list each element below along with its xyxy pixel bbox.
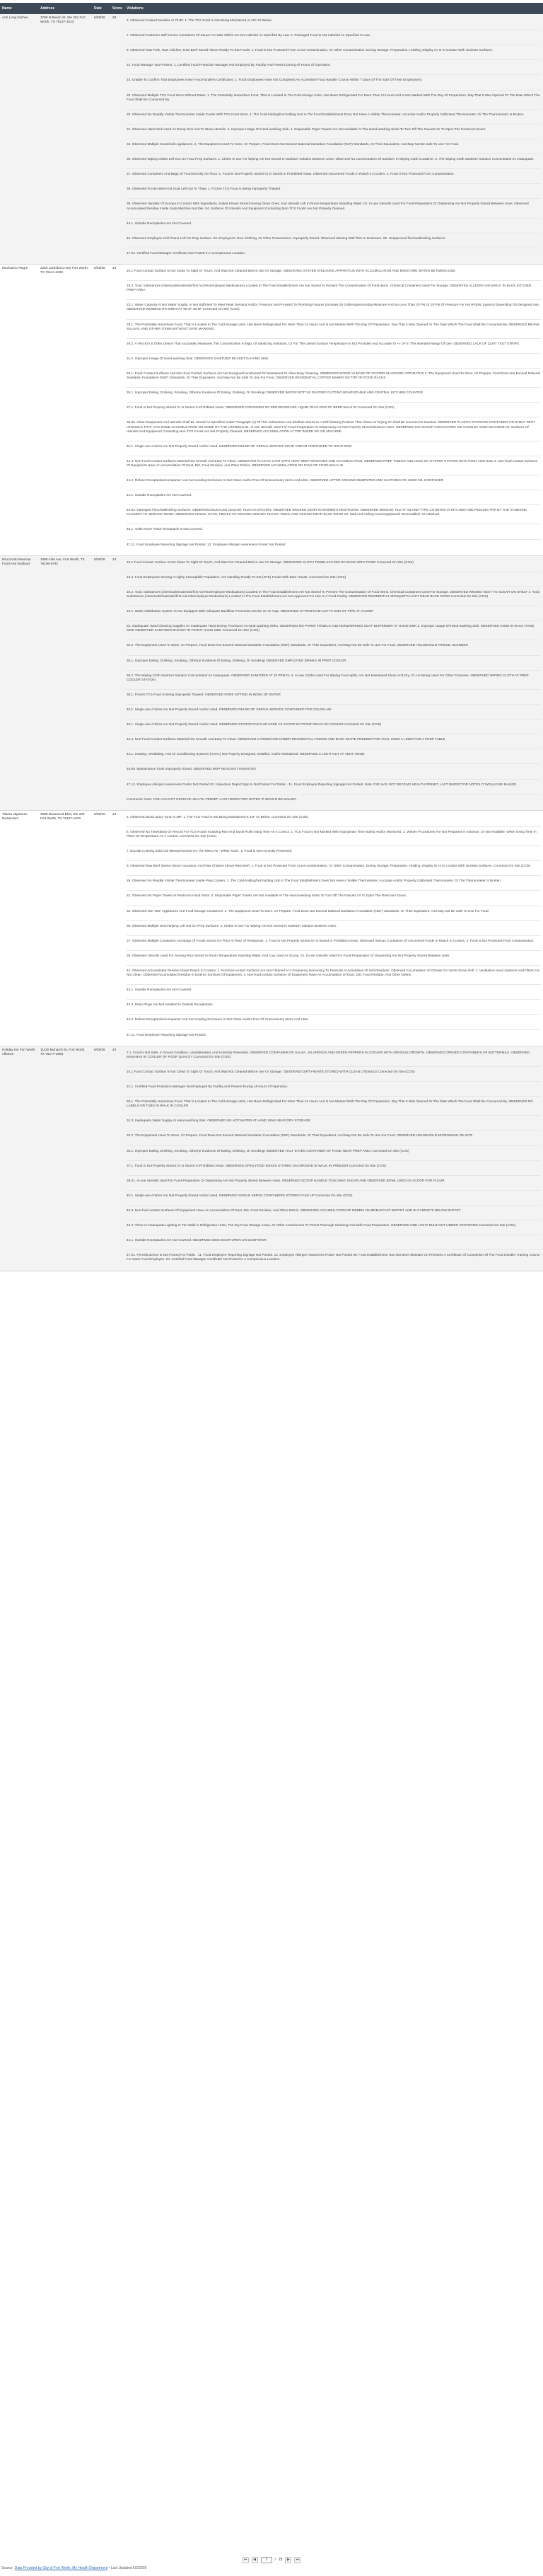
violation-item: 9. Observed Raw Pork, Raw Chicken, Raw Beef Stored Above Ready-To-Eat Foods. 1. Food Is Not Protected From Cross-contamination, Or Other Contamination, During Storage, Preparation, Holding, Display Or Is In Contact With Unclean Surfaces. (127, 45, 541, 60)
restaurant-address: 11120 Monarch St, Fort Worth, TX 76177-2660 (38, 1046, 92, 1271)
restaurant-name: Anh Long Kitchen (0, 14, 38, 264)
violation-item: 7. Escolar Is Being Sold And Misrepresented On The Menu As " White Tuna". 1. Food Is Not Honestly Presented. (127, 846, 541, 861)
violation-item: 44.3. Drain Plugs Are Not Installed In Outside Receptacles. (127, 1000, 541, 1015)
violation-item: 47.12. Employee Allergen Awareness Poster Not Posted 02. Inspection Report Sign Is Not Posted For Public . 11. Food Employee Reporting Signage Not Posted. Note: FSE HAS NOT RECEIVE HEALTH PERMIT. LAST INSPECTOR NOTES IT WOULD BE MAILED. (127, 780, 541, 795)
violation-item: 46.1. Toilet Room Trash Receptacle Is Not Covered. (127, 524, 541, 539)
violation-item: 42.3. Non-food-contact Surfaces Of Equipment Have An Accumulation Of Dust, Dirt, Food Residue, And Other Debris. OBSERVED ACCUMULATION OF DEBRIS ON BREAKFAST BUFFET AND IN CABINETS BELOW BUFFET (127, 1206, 541, 1220)
violation-item: 19.1. Water Distribution System Is Not Equipped With Adequate Backflow Prevention Device Or Air Gap. OBSERVED STYROFOAM CUP AT END OF PIPE AT 3-COMP (127, 606, 541, 621)
inspection-score: 28 (110, 14, 124, 264)
violation-item: 45.02. Damaged Floor/wall/ceiling Surfaces. OBSERVED BUCKLED CEILING TILES IN KITCHEN; OBSERVED BROKEN DOOR IN WOMEN'S RESTROOM; OBSERVED MISSING TILE AT ISLAND-TYPE COUNTER IN KITCHEN AND PEELING FRP BY THE HANDSINK CLOSEST TO SERVICE DOOR; OBSERVED HOLES, GAPS, PIECES OF MISSING CEILING TILE BY ANSUL AND CEILING NEAR BACK DOOR 04. Wall And Ceiling Coverings/panels Not Installed, Or Attached. (127, 505, 541, 524)
violation-item: 39. Observed Utensils Used For Serving Rice Stored In Room Temperature Standing Water, And Cup Used As Scoop. 01. In-use Utensils Used For Food-Preparation Or Dispensing Are Not Properly Stored Between Uses. (127, 951, 541, 966)
source-link[interactable]: Data Provided by City of Fort Worth, My Health Department (14, 2566, 108, 2570)
header-date[interactable]: Date (92, 3, 110, 14)
violation-item: 10.1 Food Contact Surface Is Not Clean To Sight Or Touch, And Was Not Cleaned Before Use Or Storage. OBSERVED CLOTH TOWELS IN ZIPLOC BAGS WITH FOOD Corrected On Site (COS) (127, 558, 541, 572)
inspection-date: 5/29/26 (92, 555, 110, 810)
inspection-score: 23 (110, 264, 124, 555)
violation-item: 36. Observed Multiple Used Wiping Left Out On Prep Surfaces. 1. Cloths In-use For Wiping Are Not Stored In Sanitizer Solution Between Uses. (127, 921, 541, 936)
violation-item: 40.1. Single-use Articles Are Not Properly Stored And/or Used. OBSERVED SINGLE SERVE CONTAINERS STORED FACE UP Corrected On Site (COS) (127, 1191, 541, 1206)
violation-item: 21.1. Certified Food Protection Manager Not Employed By Facility And Present During All Hours Of Operation. (127, 1082, 541, 1097)
violation-item: 42.4. Non-Food Contact Surfaces Material Not Smooth And Easy To Clean. OBSERVED PLASTIC CART WITH VERY DEEP GROOVES AND ACCUMULATION, OBSERVED PREP TABLES AND LEGS OF OYSTER STATION WITH RUST AND SOIL 2. Non-food-contact Surfaces Of Equipment Have An Accumulation Of Dust, Dirt, Food Residue, And Other Debris. OBSERVED ACCUMULATION ON FANS OF FOOD WALK IN (127, 456, 541, 475)
restaurant-address: 3406 Azle Ave, Fort Worth, TX 76106-6742 (38, 555, 92, 810)
violation-item: 35.1. Improper Eating, Drinking, Smoking, Other(or Evidence Of Eating, Drinking, Or Smoking) OBSERVED HALF EATEN CONTAINER OF FOOD NEAR PREP AREA Corrected On Site (COS) (127, 1146, 541, 1161)
restaurant-name: Rinconcito Mexican Food And Seafood (0, 555, 38, 810)
violation-item: 37.1. Food Is Not Properly Stored Or Is Stored In Prohibited Areas. OBSERVED CONTAINER OF RED BEVERAGE LIQUID ON FLOOR OF BEER WALK IN Corrected On Site (COS) (127, 403, 541, 417)
page-number-input[interactable]: 1 (261, 2557, 272, 2563)
inspections-table (0, 3, 543, 1271)
inspection-score: 24 (110, 555, 124, 810)
restaurant-address: 3088 Basswood Blvd, Ste 200 Fort Worth, TX 76137-1678 (38, 810, 92, 1046)
violation-item: 36.2. The Wiping Cloth Sanitizer Solution Concentration Is Inadequate. OBSERVED SANITIZER AT 10 PPM CL 4. In-use Cloths Used For Wiping Food-spills, Are Not Maintained Clean And Dry, Or Are Being Used For Other Purposes. OBSERVED WIPING CLOTH AT PREP COOLER STATION (127, 671, 541, 690)
violation-item: 47.04. Certified Food Manager Certificate Not Posted In A Conspicuous Location. (127, 250, 246, 255)
total-pages: 25 (278, 2557, 283, 2562)
first-page-icon[interactable]: ⏮ (243, 2557, 249, 2563)
violation-item: 31.3. Inadequate Water Supply At Hand-washing Sink. OBSERVED NO HOT WATER AT HAND SINK NEAR DRY STORAGE (127, 1116, 541, 1131)
last-updated: • Last Updated 6/2/2026 (108, 2566, 147, 2570)
table-row (0, 14, 543, 264)
violation-item: 28.1. The Potentially Hazardous Food, That Is Located In The Cold-storage Units, Has Been Refrigerated For More Than 24 Hours And Is Not Marked With The Day Of Preparation, Day That It Was Opened Or The Date Which The Food Shall Be Consumed By. OBSERVED BEANS, SALSAS, AND OTHER ITEMS WITHOUT DATE MARKING. (127, 320, 541, 339)
inspection-score: 24 (110, 810, 124, 1046)
violation-item: 32.2. The Equipment Used To Store, Or Prepare, Food Does Not Exceed National Sanitation Foundation (NSF) Standards, Or Their Equivalent, And May Not Be Safe To Use For Food. OBSERVED HOUSEHOLD MICROWAVE ON SITE (127, 1131, 541, 1145)
violation-item: 47.11. Food Employee Reporting Signage Not Posted. 12. Employee Allergen Awareness Poster Not Posted (127, 542, 286, 546)
next-page-icon[interactable]: ▶ (285, 2557, 291, 2563)
violation-item: 40.1. Single-use Articles Are Not Properly Stored And/or Used. OBSERVED STYROFOAM CUP USED AS SCOOP IN FRONT REACH IN COOLER Corrected On Site (COS) (127, 720, 541, 734)
violation-item: 47.01. Permit/License Is Not Posted For Public . 11. Food Employee Reporting Signage Not Posted. 12. Employee Allergen Awareness Poster Not Posted 08. Food Establishment Has Not Been Maintain On Premises A Certificate Of Completion Of The Food Handler Training Course For Each Food Employee. 04. Certified Food Manager Certificate Not Posted In A Conspicuous Location. (127, 1253, 540, 1261)
violations-cell (124, 555, 543, 810)
violation-item: 18.2. Toxic Substances (chemicals/materials/first Aid Kits/employee Medications) Located In The Food Establishment Are Not Stored To Prevent The Contamination Of Food Items. Chemical Containers Used For Storage. OBSERVED WINDEX NEXT TO SUGAR ON SHELF 3. Toxic Substances (chemicals/materials/first Aid Kits/employee Medications) Located In The Food Establishment Are Not Approved For Use In A Food Facility. OBSERVED RESIDENTIAL MOSQUITO LIGHT NEAR BACK DOOR Corrected On Site (COS) (127, 587, 541, 606)
violation-item: 18.2. Toxic Substances (chemicals/materials/first Aid Kits/employee Medications) Located In The Food Establishment Are Not Stored To Prevent The Contamination Of Food Items. Chemical Containers Used For Storage. OBSERVED ALLEGRA ON SHELF IN BACK KITCHEN PREP AREA. (127, 281, 541, 300)
violation-item: 47.11. Food Employee Reporting Signage Not Posted. (127, 1032, 206, 1036)
restaurant-name: Mochacho Alegre (0, 264, 38, 555)
pagination (0, 2555, 543, 2564)
violation-item: 44.1. Outside Receptacles Are Not Covered. (127, 219, 541, 233)
violations-cell (124, 810, 543, 1046)
violation-item: 32.1. Food Contact Surfaces And Non-food Contact Surfaces Are Not Designed/constructed Or Maintained To Allow Easy Cleaning. OBSERVED WOOD AS BASE OF OYSTER SHUCKING APPARATUS 2. The Equipment Used To Store, Or Prepare, Food Does Not Exceed National Sanitation Foundation (NSF) Standards, Or Their Equivalent, And May Not Be Safe To Use For Food. OBSERVED RESIDENTIAL COFFEE MAKER ON TOP OF FOOD RACKS (127, 369, 541, 388)
violation-item: 2. Observed Diced Spicy Tuna At 49F. 1. The TCS Food Is Not Being Maintained At 41F Or Below. Corrected On Site (COS) (127, 812, 541, 827)
inspection-date: 5/29/26 (92, 810, 110, 1046)
violation-item: 32. Observed Non-NSF Appliances And Food Storage Containers. 2. The Equipment Used To Store, Or Prepare, Food Does Not Exceed National Sanitation Foundation (NSF) Standards, Or Their Equivalent, And May Not Be Safe To Use For Food. (127, 906, 541, 921)
violations-cell (124, 14, 543, 264)
violation-item: 9. Observed Raw Beef Stored Above Avocados, And Raw Chicken Above Raw Beef. 1. Food Is Not Protected From Cross-contamination, Or Other Contamination, During Storage, Preparation, Holding, Display Or Is In Contact With Unclean Surfaces. Corrected On Site (COS) (127, 861, 541, 876)
violation-item: 29.2. A Test Kit Or Other Device That Accurately Measures The Concentration In Mg/L Of Sanitizing Solutions, Or For The Utensil Surface Temperature Is Not Provided And Accurate To +/- 2F In The Intended Range Of Use. OBSERVED LACK OF QUAT TEST STRIPS. (127, 339, 541, 354)
violation-item: 44.1. Outside Receptacles Are Not Covered. (127, 985, 541, 1000)
inspection-date: 5/29/26 (92, 264, 110, 555)
violation-item: 37.1. Food Is Not Properly Stored Or Is Stored In Prohibited Areas. OBSERVED OPEN FOOD BOXES STORED ON GROUND IN WALK IN FREEZER Corrected On Site (COS) (127, 1161, 541, 1176)
violation-item: 28.1. The Potentially Hazardous Food, That Is Located In The Cold-storage Units, Has Been Refrigerated For More Than 24 Hours And Is Not Marked With The Day Of Preparation, Day That It Was Opened Or The Date Which The Food Shall Be Consumed By. OBSERVED NO LABELS ON TUBS IN WALK IN COOLER (127, 1097, 541, 1116)
violation-item: 45. Observed Employee Cell Phone Left On Prep Surface. 03. Employees' Own Clothing, Or Other Possessions, Improperly Stored. Observed Missing Wall Tiles In Restroom. 05. Unapproved floor/wall/ceiling Surfaces. (127, 233, 541, 248)
violation-item: 7.1. Food Is Not Safe, In Sound Condition, Unadulterated, And Honestly Presented. OBSERVED CONTAINER OF SALSA, JALAPENOS AND GREEN PEPPERS IN COOLER WITH OBVIOUS GROWTH. OBSERVED OPENED CONTAINERS OF BUTTERMILK. OBSERVED BANANAS IN COOLER OF POOR QUALITY Corrected On Site (COS) (127, 1048, 541, 1067)
violation-item: 28. Observed Multiple TCS Food Items Without Dates. 1. The Potentially Hazardous Food, That Is Located In The Cold-storage Units, Has Been Refrigerated For More Than 24 Hours And Is Not Marked With The Day Of Preparation, Day That It Was Opened Or The Date Which The Food Shall Be Consumed By. (127, 91, 541, 110)
restaurant-address: 2250 Jacksboro Hwy Fort Worth, TX 76114-2320 (38, 264, 92, 555)
violations-cell (124, 264, 543, 555)
violation-item: 39. Observed Handles Of Scoops In Contact With Ingredients, Soiled Knives Stored Among Clean Ones, And Utensils Left In Room-temperature Standing Water. 01. In-use Utensils Used For Food-Preparation Or Dispensing Are Not Properly Stored Between Uses. Observed Accumulated Residue Inside Soda Machine Nozzles. 04. Surfaces Of Utensils And Equipment Contacting Non-TCS Foods Are Not Properly Cleaned. (127, 199, 541, 218)
violation-item: 40.1. Single-use Articles Are Not Properly Stored And/or Used. OBSERVED REUSE OF SINGLE SERVICE CONTAINER FOR COLESLAW (127, 705, 541, 720)
header-name[interactable]: Name (0, 3, 38, 14)
violation-item: 39.01. In-use Utensils Used For Food-Preparation Or Dispensing Are Not Properly Stored Between Uses. OBSERVED SCOOP HANDLE TOUCHING SUGAR AND OBSERVED BOWL USED AS SCOOP FOR FLOUR (127, 1176, 541, 1191)
header-address[interactable]: Address (38, 3, 92, 14)
violation-item: Comments: Note: FSE HAS NOT RECEIVE HEALTH PERMIT. LAST INSPECTOR NOTES IT WOULD BE MAILED. (127, 797, 297, 801)
violation-item: 36. Observed Wiping Cloths Left Out On Food Prep Surfaces. 1. Cloths In-use For Wiping Are Not Stored In Sanitizer Solution Between Uses. Observed No Concentration Of Sanitizer In Wiping Cloth Container. 2. The Wiping Cloth Sanitizer Solution Concentration Is Inadequate. (127, 154, 541, 169)
violation-item: 33. Observed Multiple Household Appliances. 2. The Equipment Used To Store, Or Prepare, Food Does Not Exceed National Sanitation Foundation (NSF) Standards, Or Their Equivalent, And May Not Be Safe To Use For Food. (127, 139, 541, 154)
table-row (0, 264, 543, 555)
source-label: Source: (1, 2566, 14, 2570)
violation-item: 42.4. Non-Food Contact Surfaces Material Not Smooth And Easy To Clean. OBSERVED CARDBOARD UNDER RESIDENTIAL FRIDGE AND BACK WHITE FREEZER FOR FISH, USED A LINER FOR A PREP TABLE (127, 734, 541, 749)
violation-item: 44.1. Outside Receptacles Are Not Covered. OBSERVED SIDE DOOR OPEN ON DUMPSTER (127, 1235, 541, 1250)
inspection-date: 5/29/26 (92, 14, 110, 264)
table-header-row (0, 3, 543, 14)
table-row (0, 810, 543, 1046)
violation-item: 38. Observed Frozen Beef And Goat Left Out To Thaw. 1. Frozen TCS Food Is Being Improperly Thawed. (127, 184, 541, 199)
table-row (0, 1046, 543, 1271)
violations-cell (124, 1046, 543, 1271)
violation-item: 6. Observed No Timestamp Or Record For TCS Foods Including Rice And Sushi Rolls Using Time As A Control. 1. TCS Food Is Not Marked With Appropriate Time Stamp And/or Monitored. 2. Written Procedures Are Not Prepared In Advance, Or Not Available, When Using Time In Place Of Temperature As A Control. Corrected On Site (COS) (127, 827, 541, 846)
violation-item: 31. Observed Hand Sink Used As Dump Sink And To Store Utensils. 2. Improper Usage Of Hand-washing Sink. 4. Disposable Paper Towels Are Not Available At The Hand-washing Sinks To Turn Off The Faucets Or To Open The Restroom Doors. (127, 125, 541, 139)
violation-item: 35.1. Improper Eating, Drinking, Smoking, Other(or Evidence Of Eating, Drinking, Or Smoking) OBSERVED EMPLOYEE DRINKS IN PREP COOLER (127, 656, 541, 671)
violation-item: 37. Observed Multiple Containers And Bags Of Foods Stored On Floor At Rear Of Restaurant. 1. Food Is Not Properly Stored Or Is Stored In Prohibited Areas. Observed Various Containers Of Uncovered Foods In Reach In Coolers. 2. Food Is Not Protected From Contamination. (127, 936, 541, 951)
violation-item: 44.2. Refuse Receptacles/compactor And Surrounding Enclosure Is Not Clean And/or Free Of Unnecessary Items And Litter. (127, 1015, 541, 1029)
restaurant-name: Holiday Inn Fort Worth Alliance (0, 1046, 38, 1271)
violation-item: 42. Observed Accumulated Residue Inside Reach In Coolers. 1. Nonfood-contact Surfaces Are Not Cleaned At A Frequency Necessary To Preclude Accumulation Of Soil Residues. Observed Accumulation Of Grease On Vents Above Grill. 2. Ventilation Hood Systems And Filters Are Not Clean. Observed Accumulated Residue In Exterior Surfaces Of Equipment. 3. Non-food-contact Surfaces Of Equipment Have An Accumulation Of Dust, Dirt, Food Residue, And Other Debris. (127, 966, 541, 985)
last-page-icon[interactable]: ⏭ (294, 2557, 300, 2563)
violation-item: 23.1. Water Capacity Is Not Water Supply, Is Not Sufficient To Meet Peak Demand And/or, Pressure Not Provided To Plumbing Fixtures (includes 20 Gallons/person/day Minimum And No Less Than 20 Psi Or 20 Psi Of Pressure For Non-Public System) Depending On Designed Use. OBSERVED WOMENS RR SINKS AT 90.1F, 80.6F Corrected On Site (COS) (127, 300, 541, 319)
page-separator: / (274, 2557, 276, 2562)
violation-item: 40.1. Single-use Articles Are Not Properly Stored And/or Used. OBSERVED REUSE OF SINGLE SERVICE SOUR CREAM CONTAINER TO HOLD RICE (127, 441, 541, 456)
violation-item: 29. Observed No Readily Visible Thermometer Inside Prep Coolers. 1. The Cold-holding/hot-holding Unit In The Food Establishment Does Not Have A Visible Thermometer, Accurate And/or Properly Calibrated Thermometer, Or The Thermometer Is Broken. (127, 876, 541, 891)
violation-item: 22. Unable To Confirm That Employees Have Food Handlers Certificates. 1. Food Employees Have Not Completed An Accredited Food Handler Course Within 7 Days Of The Start Of Their Employment. (127, 75, 541, 90)
violation-item: 45.09. Maintenance Tools Improperly Stored. OBSERVED MOP HEAD NOT INVERTED (127, 764, 541, 779)
restaurant-name: Takara Japanese Restaurant (0, 810, 38, 1046)
violation-item: 35.1. Improper Eating, Drinking, Smoking, Other(or Evidence Of Eating, Drinking, Or Smoking) OBSERVED WATER BOTTLE ON PREP CUTTING BOARD/TABLE AND CENTRAL KITCHEN COUNTER (127, 388, 541, 403)
violation-item: 31.2. Improper Usage Of Hand-washing Sink. OBSERVED SANITIZER BUCKET IN HAND SINK (127, 354, 541, 369)
violation-item: 29. Observed No Readily Visible Thermometer Inside Cooler With TCS Food Items. 1. The Cold-holding/hot-holding Unit In The Food Establishment Does Not Have A Visible Thermometer, Accurate And/or Properly Calibrated Thermometer, Or The Thermometer Is Broken. (127, 110, 541, 125)
header-score[interactable]: Score (110, 3, 124, 14)
violation-item: 38.1. Frozen TCS Food Is Being Improperly Thawed. OBSERVED PORK SITTING IN BOWL OF WATER (127, 690, 541, 705)
violation-item: 37. Observed Containers And Bags Of Food Directly On Floor. 1. Food Is Not Properly Stored Or Is Stored In Prohibited Areas. Observed Uncovered Foods In Reach In Coolers. 2. Food Is Not Protected From Contamination. (127, 169, 541, 184)
violation-item: 32.2. The Equipment Used To Store, Or Prepare, Food Does Not Exceed National Sanitation Foundation (NSF) Standards, Or Their Equivalent, And May Not Be Safe To Use For Food. OBSERVED HOUSEHOLD FRIDGE, BLENDER (127, 640, 541, 655)
table-row (0, 555, 543, 810)
violation-item: 44.2. Refuse Receptacles/compactor And Surrounding Enclosure Is Not Clean And/or Free Of Unnecessary Items And Litter. OBSERVED LITTER AROUND DUMPSTER AND CLOTHING ON USED OIL CONTAINER (127, 475, 541, 490)
header-violations[interactable]: Violations (124, 3, 543, 14)
violation-item: 39.06. Clean Equipment And Utensils Shall Be Stored As Specified Under Paragraph (1) Of This Subsection And Shall Be Stored In A Self-draining Position That Allows Air Drying Or Shall Be Covered Or Inverted. OBSERVED PLASTIC STORAGE CONTAINER ON SHELF WITH UTENSILS THAT HAS SOME ACCUMULATION ON SOME OF THE UTENSILS 01. In-use Utensils Used For Food-Preparation Or Dispensing Are Not Properly Stored Between Uses. OBSERVED ICE SCOOP CONTACTING ICE IN BIN BY SODA MACHINE 04. Surfaces Of Utensils And Equipment Contacting Non-TCS Foods Are Not Properly Cleaned. OBSERVED ACCUMULATION AT TOP INSIDE OF ICE MACHINE (127, 417, 541, 441)
violation-item: 43.1. Heating, Ventilating, And Air Conditioning Systems (HVAC) Not Properly Designed, Installed, And/or Maintained. OBSERVED 2 LIGHT OUT AT VENT HOOD (127, 749, 541, 764)
inspection-date: 5/29/26 (92, 1046, 110, 1271)
violation-item: 7. Observed Customer Self-service Containers Of Sauce For Sale Which Are Not Labeled As Specified By Law. 2. Packaged Food Is Not Labeled As Specified In Law. (127, 30, 541, 45)
violation-item: 43.4. There Is Inadequate Lighting In The Walk-in Refrigerator Units, The Dry Food Storage Areas, Or Other Areas/rooms To Permit Thorough Cleaning And Safe Food Preparation. OBSERVED ONE LIGHT BULB OUT UNDER VENTHOOD Corrected On Site (COS) (127, 1220, 541, 1235)
violation-item: 31. Inadequate Hand Cleaning Supplies Or Inadequate Hand Drying Provisions At Hand-washing Sinks. OBSERVED NO PAPER TOWELS AND NONWORKING SOAP DISPENSER AT HAND SINK 2. Improper Usage Of Hand-washing Sink. OBSERVED HOSE IN BACK HAND SINK OBSERVED SANITIZER BUCKET IN FRONT HAND SINK Corrected On Site (COS) (127, 621, 541, 640)
prev-page-icon[interactable]: ◀ (252, 2557, 258, 2563)
source-footer (1, 2566, 146, 2571)
inspection-score: 22 (110, 1046, 124, 1271)
violation-item: 44.1. Outside Receptacles Are Not Covered. (127, 490, 541, 505)
table-body (0, 14, 543, 1271)
violation-item: 10.1 Food Contact Surface Is Not Clean To Sight Or Touch, And Was Not Cleaned Before Use Or Storage. OBSERVED DIRTY-WHITE STORED WITH CLEAN UTENSILS Corrected On Site (COS) (127, 1067, 541, 1082)
violation-item: 2. Observed Cooked Noodles At 72.8F. 1. The TCS Food Is Not Being Maintained At 41F Or Below. (127, 16, 541, 30)
violation-item: 15.4. Food Employees Serving A Highly Susceptible Population, Are Handling Ready-To-Eat (RTE) Foods With Bare Hands. Corrected On Site (COS) (127, 572, 541, 587)
violation-item: 31. Observed No Paper Towels At Restroom Hand Sinks. 4. Disposable Paper Towels Are Not Available At The Hand-washing Sinks To Turn Off The Faucets Or To Open The Restroom Doors. (127, 891, 541, 906)
violation-item: 10.1 Food Contact Surface Is Not Clean To Sight Or Touch, And Was Not Cleaned Before Use Or Storage. OBSERVED OYSTER SHUCKING APPARATUS WITH ACCUMULATION AND MOISTURE WATER BETWEEN USE. (127, 266, 541, 281)
violation-item: 21. Food Manager Not Present. 1. Certified Food Protection Manager Not Employed By Facility And Present During All Hours Of Operation. (127, 60, 541, 75)
restaurant-address: 3789 N Beach St, Ste 201 Fort Worth, TX 76137-3243 (38, 14, 92, 264)
